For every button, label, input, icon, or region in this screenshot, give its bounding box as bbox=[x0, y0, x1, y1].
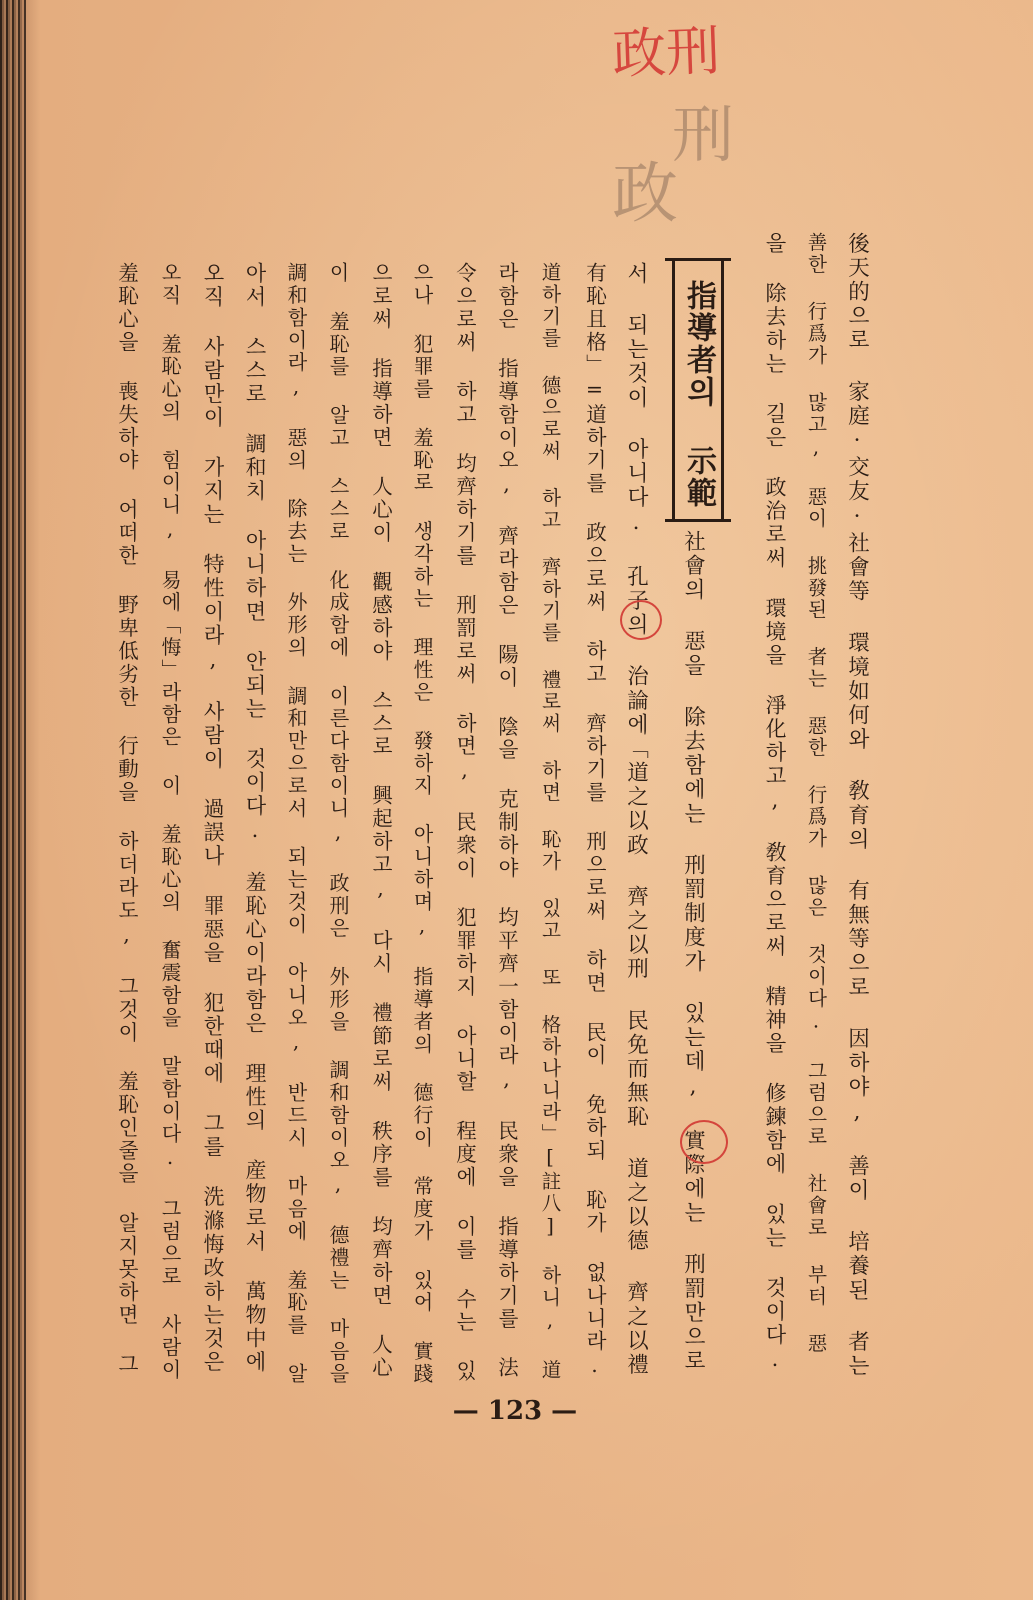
text-column: 令으로써 하고 均齊하기를 刑罰로써 하면, 民衆이 犯罪하지 아니할 程度에 이를 수는 있 bbox=[452, 262, 477, 1384]
text-column: 아서 스스로 調和치 아니하면 안되는 것이다. 羞恥心이라함은 理性의 産物로서 萬物中에 bbox=[243, 262, 267, 1374]
text-column: 後天的으로 家庭·交友·社會等 環境如何와 敎育의 有無等으로 因하야, 善이 培養된 者는 bbox=[844, 232, 870, 1379]
text-column: 有恥且格」=道하기를 政으로써 하고 齊하기를 刑으로써 하면 民이 免하되 恥가 없나니라. bbox=[582, 262, 607, 1380]
handwritten-annotation-faint-2: 政 bbox=[612, 155, 678, 232]
text-column: 을 除去하는 길은 政治로써 環境을 淨化하고, 敎育으로써 精神을 修鍊함에 있는 것이다. bbox=[763, 232, 787, 1374]
text-column: 으로써 指導하면 人心이 觀感하야 스스로 興起하고, 다시 禮節로써 秩序를 均齊하면 人心 bbox=[368, 262, 393, 1380]
text-column: 라함은 指導함이오, 齊라함은 陽이 陰을 克制하야 均平齊一함이라, 民衆을 指導하기를 法 bbox=[494, 262, 519, 1380]
text-column: 道하기를 德으로써 하고 齊하기를 禮로써 하면 恥가 있고 또 格하나니라」[註八] 하니, 道 bbox=[538, 262, 562, 1382]
book-spine-edge bbox=[0, 0, 26, 1600]
text-column: 으나 犯罪를 羞恥로 생각하는 理性은 發하지 아니하며, 指導者의 德行이 常度가 있어 實踐 bbox=[410, 262, 434, 1386]
section-heading-box bbox=[672, 258, 724, 522]
handwritten-annotation-red: 政刑 bbox=[611, 19, 722, 86]
handwritten-annotation-faint-1: 刑 bbox=[672, 98, 735, 171]
text-column: 오직 羞恥心의 힘이니, 易에「悔」라함은 이 羞恥心의 奮震함을 말함이다. 그럼으로 사람이 bbox=[158, 262, 182, 1382]
red-pen-circle-mark bbox=[680, 1120, 728, 1164]
red-pen-circle-mark bbox=[620, 600, 662, 640]
text-column: 善한 行爲가 많고, 惡이 挑發된 者는 惡한 行爲가 많은 것이다. 그럼으로 社會로 부터 惡 bbox=[804, 232, 828, 1355]
text-column: 調和함이라, 惡의 除去는 外形의 調和만으로서 되는것이 아니오, 반드시 마음에 羞恥를 알 bbox=[284, 262, 308, 1386]
page-number: — 123 — bbox=[452, 1396, 578, 1426]
text-column: 社會의 惡을 除去함에는 刑罰制度가 있는데, 實際에는 刑罰만으로 bbox=[680, 530, 706, 1374]
text-column: 오직 사람만이 가지는 特性이라, 사람이 過誤나 罪惡을 犯한때에 그를 洗滌悔改하는것은 bbox=[201, 262, 225, 1374]
text-column: 이 羞恥를 알고 스스로 化成함에 이른다함이니, 政刑은 外形을 調和함이오, 德禮는 마음을 bbox=[326, 262, 350, 1386]
text-column: 羞恥心을 喪失하야 어떠한 野卑低劣한 行動을 하더라도, 그것이 羞恥인줄을 알지못하면 그 bbox=[114, 262, 139, 1377]
text-column: 서 되는것이 아니다. 孔子의 治論에「道之以政 齊之以刑 民免而無恥 道之以德 齊之以禮 bbox=[623, 262, 649, 1378]
section-heading: 指導者의 示範 bbox=[681, 280, 716, 509]
